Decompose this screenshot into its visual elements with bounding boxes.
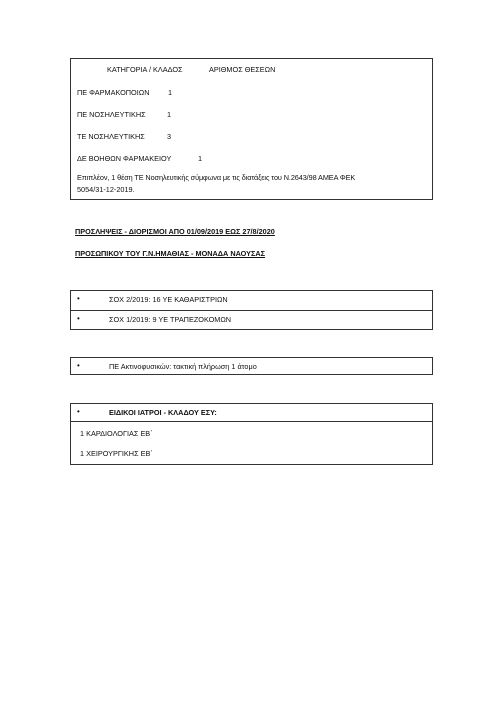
row-label: ΠΕ ΝΟΣΗΛΕΥΤΙΚΗΣ [77, 110, 146, 119]
list-item: ΣΟΧ 1/2019: 9 ΥΕ ΤΡΑΠΕΖΟΚΟΜΩΝ [109, 315, 232, 324]
header-category: ΚΑΤΗΓΟΡΙΑ / ΚΛΑΔΟΣ [107, 65, 183, 74]
list-item: ΣΟΧ 2/2019: 16 ΥΕ ΚΑΘΑΡΙΣΤΡΙΩΝ [109, 295, 228, 304]
physicists-box [70, 357, 433, 375]
row-count: 1 [168, 88, 173, 97]
positions-box [70, 58, 433, 200]
row-count: 3 [167, 132, 172, 141]
doctors-box [70, 403, 433, 465]
divider [71, 310, 432, 311]
bullet-icon: • [77, 294, 80, 303]
row-label: ΠΕ ΦΑΡΜΑΚΟΠΟΙΩΝ [77, 88, 150, 97]
row-label: ΤΕ ΝΟΣΗΛΕΥΤΙΚΗΣ [77, 132, 145, 141]
header-positions: ΑΡΙΘΜΟΣ ΘΕΣΕΩΝ [209, 65, 276, 74]
section-subheading: ΠΡΟΣΩΠΙΚΟΥ ΤΟΥ Γ.Ν.ΗΜΑΘΙΑΣ - ΜΟΝΑΔΑ ΝΑΟΥΣΑΣ [75, 249, 266, 258]
list-item: 1 ΧΕΙΡΟΥΡΓΙΚΗΣ ΕΒ΄ [80, 449, 153, 458]
soc-box [70, 290, 433, 330]
bullet-icon: • [77, 314, 80, 323]
note-line-2: 5054/31-12-2019. [77, 185, 135, 194]
doctors-title: ΕΙΔΙΚΟΙ ΙΑΤΡΟΙ - ΚΛΑΔΟΥ ΕΣΥ: [109, 408, 217, 417]
list-item: 1 ΚΑΡΔΙΟΛΟΓΙΑΣ ΕΒ΄ [80, 429, 153, 438]
row-label: ΔΕ ΒΟΗΘΩΝ ΦΑΡΜΑΚΕΙΟΥ [77, 154, 172, 163]
bullet-icon: • [77, 361, 80, 370]
row-count: 1 [198, 154, 203, 163]
divider [71, 421, 432, 422]
row-count: 1 [167, 110, 172, 119]
note-line-1: Επιπλέον, 1 θέση ΤΕ Νοσηλευτικής σύμφωνα με τις διατάξεις του Ν.2643/98 ΑΜΕΑ ΦΕΚ [77, 173, 356, 182]
section-heading: ΠΡΟΣΛΗΨΕΙΣ - ΔΙΟΡΙΣΜΟΙ ΑΠΟ 01/09/2019 ΕΩΣ 27/8/2020 [75, 227, 275, 236]
list-item: ΠΕ Ακτινοφυσικών: τακτική πλήρωση 1 άτομο [109, 362, 257, 371]
bullet-icon: • [77, 407, 80, 416]
